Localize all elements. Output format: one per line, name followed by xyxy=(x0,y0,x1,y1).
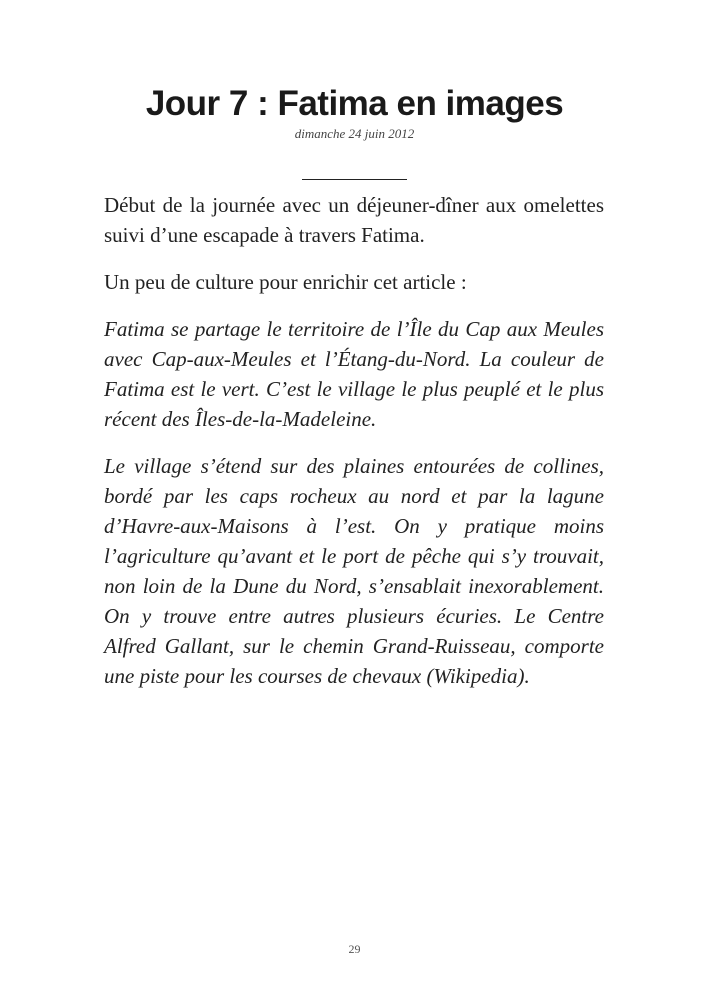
paragraph-quote-1: Fatima se partage le territoire de l’Île du Cap aux Meules avec Cap-aux-Meules et l’Étang-du-Nord. La couleur de Fatima est le vert. C’est le village le plus peuplé et le plus récent des Îles-de-la-Madeleine. xyxy=(104,317,604,431)
page-number: 29 xyxy=(348,942,361,956)
paragraph-quote-2: Le village s’étend sur des plaines entourées de collines, bordé par les caps rocheux au nord et par la lagune d’Havre-aux-Maisons à l’est. On y pratique moins l’agriculture qu’avant et le port de pêche qui s’y trouvait, non loin de la Dune du Nord, s’ensablait inexorablement. On y trouve entre autres plusieurs écuries. Le Centre Alfred Gallant, sur le chemin Grand-Ruisseau, comporte une piste pour les courses de chevaux (Wikipedia). xyxy=(104,454,604,688)
paragraph-culture-lead: Un peu de culture pour enrichir cet article : xyxy=(104,270,467,294)
post-date: dimanche 24 juin 2012 xyxy=(294,126,415,141)
article-body xyxy=(104,190,604,708)
page-title: Jour 7 : Fatima en images xyxy=(145,84,564,123)
title-separator xyxy=(302,179,407,180)
paragraph-intro: Début de la journée avec un déjeuner-dîner aux omelettes suivi d’une escapade à travers Fatima. xyxy=(104,193,604,247)
